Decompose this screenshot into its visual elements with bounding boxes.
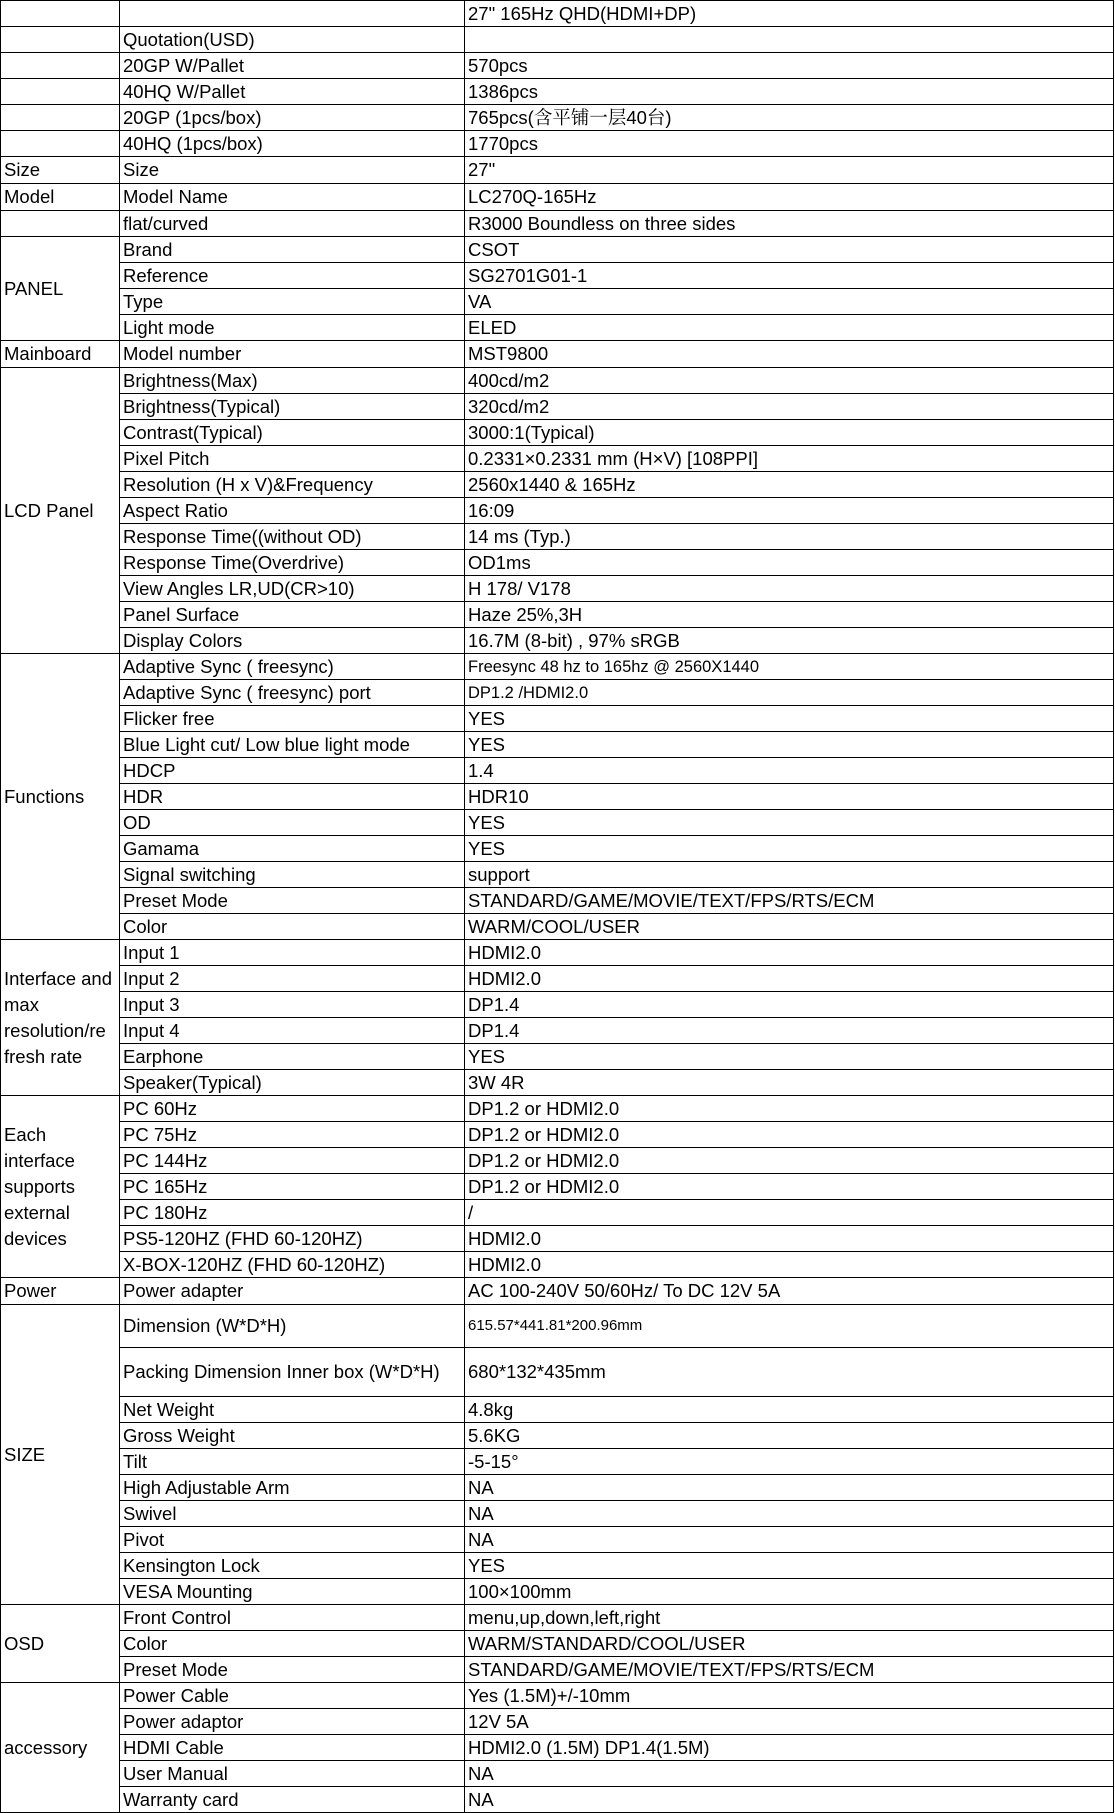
spec-label: Front Control	[120, 1605, 465, 1631]
category-cell	[1, 53, 120, 79]
table-row	[1, 1174, 1114, 1200]
table-row	[1, 1044, 1114, 1070]
spec-label: Dimension (W*D*H)	[120, 1305, 465, 1348]
spec-value: DP1.2 /HDMI2.0	[465, 680, 1114, 706]
table-row	[1, 1423, 1114, 1449]
spec-value: 16:09	[465, 498, 1114, 524]
table-row	[1, 394, 1114, 420]
spec-label	[120, 1, 465, 27]
table-row	[1, 1, 1114, 27]
spec-value: 570pcs	[465, 53, 1114, 79]
table-row	[1, 1761, 1114, 1787]
table-row	[1, 1657, 1114, 1683]
category-cell: PANEL	[1, 237, 120, 341]
spec-label: Input 2	[120, 966, 465, 992]
spec-label: Color	[120, 1631, 465, 1657]
spec-value: NA	[465, 1475, 1114, 1501]
spec-label: Light mode	[120, 315, 465, 341]
table-row	[1, 211, 1114, 237]
category-cell: Functions	[1, 654, 120, 940]
category-cell	[1, 105, 120, 131]
spec-label: Swivel	[120, 1501, 465, 1527]
table-row	[1, 1070, 1114, 1096]
spec-value: 14 ms (Typ.)	[465, 524, 1114, 550]
spec-label: OD	[120, 810, 465, 836]
spec-value: 27" 165Hz QHD(HDMI+DP)	[465, 1, 1114, 27]
spec-label: Adaptive Sync ( freesync)	[120, 654, 465, 680]
table-row	[1, 420, 1114, 446]
spec-label: Response Time((without OD)	[120, 524, 465, 550]
spec-value: DP1.2 or HDMI2.0	[465, 1096, 1114, 1122]
table-row	[1, 498, 1114, 524]
category-cell	[1, 211, 120, 237]
spec-value: HDMI2.0	[465, 1252, 1114, 1278]
table-row	[1, 1226, 1114, 1252]
spec-value: /	[465, 1200, 1114, 1226]
spec-label: flat/curved	[120, 211, 465, 237]
spec-label: Blue Light cut/ Low blue light mode	[120, 732, 465, 758]
spec-value: 16.7M (8-bit) , 97% sRGB	[465, 628, 1114, 654]
category-cell	[1, 131, 120, 157]
spec-value: MST9800	[465, 341, 1114, 368]
spec-label: Signal switching	[120, 862, 465, 888]
spec-label: Color	[120, 914, 465, 940]
spec-label: User Manual	[120, 1761, 465, 1787]
table-row	[1, 1305, 1114, 1348]
spec-label: PS5-120HZ (FHD 60-120HZ)	[120, 1226, 465, 1252]
table-row	[1, 1579, 1114, 1605]
spec-value: menu,up,down,left,right	[465, 1605, 1114, 1631]
category-cell	[1, 79, 120, 105]
spec-value: HDMI2.0	[465, 1226, 1114, 1252]
table-row	[1, 1018, 1114, 1044]
spec-value: DP1.4	[465, 992, 1114, 1018]
table-row	[1, 1348, 1114, 1397]
spec-value: ELED	[465, 315, 1114, 341]
spec-label: Gross Weight	[120, 1423, 465, 1449]
spec-label: HDR	[120, 784, 465, 810]
table-row	[1, 289, 1114, 315]
table-row	[1, 105, 1114, 131]
table-row	[1, 1501, 1114, 1527]
spec-label: Kensington Lock	[120, 1553, 465, 1579]
spec-value: HDMI2.0	[465, 940, 1114, 966]
table-row	[1, 1683, 1114, 1709]
spec-value: 1.4	[465, 758, 1114, 784]
spec-value: 4.8kg	[465, 1397, 1114, 1423]
spec-label: Input 3	[120, 992, 465, 1018]
table-row	[1, 1122, 1114, 1148]
table-row	[1, 1252, 1114, 1278]
spec-value: HDMI2.0 (1.5M) DP1.4(1.5M)	[465, 1735, 1114, 1761]
table-row	[1, 758, 1114, 784]
table-row	[1, 706, 1114, 732]
spec-value: 765pcs(含平铺一层40台)	[465, 105, 1114, 131]
table-row	[1, 1475, 1114, 1501]
spec-value: Yes (1.5M)+/-10mm	[465, 1683, 1114, 1709]
table-row	[1, 524, 1114, 550]
spec-value: 680*132*435mm	[465, 1348, 1114, 1397]
spec-label: X-BOX-120HZ (FHD 60-120HZ)	[120, 1252, 465, 1278]
table-row	[1, 1631, 1114, 1657]
spec-value: 1386pcs	[465, 79, 1114, 105]
table-row	[1, 1527, 1114, 1553]
spec-label: Size	[120, 157, 465, 184]
spec-label: Resolution (H x V)&Frequency	[120, 472, 465, 498]
table-row	[1, 1397, 1114, 1423]
spec-label: Pivot	[120, 1527, 465, 1553]
spec-value: DP1.4	[465, 1018, 1114, 1044]
table-row	[1, 131, 1114, 157]
table-row	[1, 27, 1114, 53]
table-row	[1, 602, 1114, 628]
spec-label: Preset Mode	[120, 1657, 465, 1683]
table-row	[1, 1200, 1114, 1226]
table-row	[1, 914, 1114, 940]
category-cell: SIZE	[1, 1305, 120, 1605]
spec-label: Power adaptor	[120, 1709, 465, 1735]
spec-label: Flicker free	[120, 706, 465, 732]
spec-label: HDMI Cable	[120, 1735, 465, 1761]
spec-value: WARM/STANDARD/COOL/USER	[465, 1631, 1114, 1657]
table-row	[1, 732, 1114, 758]
spec-value: -5-15°	[465, 1449, 1114, 1475]
category-cell: Each interface supports external devices	[1, 1096, 120, 1278]
spec-value: WARM/COOL/USER	[465, 914, 1114, 940]
table-row	[1, 576, 1114, 602]
spec-value: 100×100mm	[465, 1579, 1114, 1605]
spec-label: Reference	[120, 263, 465, 289]
spec-label: View Angles LR,UD(CR>10)	[120, 576, 465, 602]
table-row	[1, 810, 1114, 836]
spec-label: PC 180Hz	[120, 1200, 465, 1226]
spec-label: PC 165Hz	[120, 1174, 465, 1200]
table-row	[1, 992, 1114, 1018]
table-row	[1, 654, 1114, 680]
spec-label: Warranty card	[120, 1787, 465, 1813]
category-cell: Interface and max resolution/re fresh rate	[1, 940, 120, 1096]
spec-value: NA	[465, 1787, 1114, 1813]
spec-value: STANDARD/GAME/MOVIE/TEXT/FPS/RTS/ECM	[465, 888, 1114, 914]
category-cell: Power	[1, 1278, 120, 1305]
spec-label: Type	[120, 289, 465, 315]
spec-label: Speaker(Typical)	[120, 1070, 465, 1096]
category-cell	[1, 27, 120, 53]
spec-label: Display Colors	[120, 628, 465, 654]
category-cell	[1, 1, 120, 27]
table-row	[1, 472, 1114, 498]
table-row	[1, 368, 1114, 394]
table-row	[1, 315, 1114, 341]
spec-label: Adaptive Sync ( freesync) port	[120, 680, 465, 706]
category-cell: LCD Panel	[1, 368, 120, 654]
spec-value: support	[465, 862, 1114, 888]
spec-value: YES	[465, 732, 1114, 758]
table-row	[1, 1449, 1114, 1475]
spec-value: 3W 4R	[465, 1070, 1114, 1096]
table-row	[1, 1787, 1114, 1813]
table-row	[1, 1148, 1114, 1174]
spec-value: Haze 25%,3H	[465, 602, 1114, 628]
spec-value: NA	[465, 1527, 1114, 1553]
spec-label: Pixel Pitch	[120, 446, 465, 472]
table-row	[1, 940, 1114, 966]
spec-value	[465, 27, 1114, 53]
spec-value: H 178/ V178	[465, 576, 1114, 602]
spec-value: 2560x1440 & 165Hz	[465, 472, 1114, 498]
table-row	[1, 888, 1114, 914]
table-row	[1, 1605, 1114, 1631]
table-row	[1, 157, 1114, 184]
spec-value: CSOT	[465, 237, 1114, 263]
spec-label: Input 4	[120, 1018, 465, 1044]
spec-value: 12V 5A	[465, 1709, 1114, 1735]
table-row	[1, 836, 1114, 862]
spec-label: PC 75Hz	[120, 1122, 465, 1148]
spec-label: High Adjustable Arm	[120, 1475, 465, 1501]
spec-value: 3000:1(Typical)	[465, 420, 1114, 446]
spec-label: Earphone	[120, 1044, 465, 1070]
spec-value: NA	[465, 1501, 1114, 1527]
spec-value: YES	[465, 706, 1114, 732]
table-row	[1, 680, 1114, 706]
table-row	[1, 1735, 1114, 1761]
spec-label: Panel Surface	[120, 602, 465, 628]
spec-label: Power adapter	[120, 1278, 465, 1305]
spec-label: PC 60Hz	[120, 1096, 465, 1122]
table-row	[1, 1278, 1114, 1305]
spec-label: Quotation(USD)	[120, 27, 465, 53]
spec-value: 27"	[465, 157, 1114, 184]
spec-label: PC 144Hz	[120, 1148, 465, 1174]
spec-label: Power Cable	[120, 1683, 465, 1709]
spec-value: 0.2331×0.2331 mm (H×V) [108PPI]	[465, 446, 1114, 472]
spec-value: DP1.2 or HDMI2.0	[465, 1148, 1114, 1174]
table-row	[1, 1096, 1114, 1122]
spec-label: Brand	[120, 237, 465, 263]
table-row	[1, 784, 1114, 810]
spec-label: Net Weight	[120, 1397, 465, 1423]
spec-value: DP1.2 or HDMI2.0	[465, 1122, 1114, 1148]
spec-label: 40HQ W/Pallet	[120, 79, 465, 105]
spec-label: Brightness(Max)	[120, 368, 465, 394]
spec-value: OD1ms	[465, 550, 1114, 576]
spec-label: Gamama	[120, 836, 465, 862]
spec-value: LC270Q-165Hz	[465, 184, 1114, 211]
spec-value: SG2701G01-1	[465, 263, 1114, 289]
spec-value: AC 100-240V 50/60Hz/ To DC 12V 5A	[465, 1278, 1114, 1305]
spec-label: Response Time(Overdrive)	[120, 550, 465, 576]
table-row	[1, 341, 1114, 368]
category-cell: Model	[1, 184, 120, 211]
table-row	[1, 966, 1114, 992]
table-row	[1, 550, 1114, 576]
spec-value: 5.6KG	[465, 1423, 1114, 1449]
category-cell: Size	[1, 157, 120, 184]
table-row	[1, 237, 1114, 263]
spec-value: HDR10	[465, 784, 1114, 810]
table-row	[1, 53, 1114, 79]
category-cell: Mainboard	[1, 341, 120, 368]
table-row	[1, 862, 1114, 888]
spec-value: YES	[465, 836, 1114, 862]
spec-value: HDMI2.0	[465, 966, 1114, 992]
spec-value: DP1.2 or HDMI2.0	[465, 1174, 1114, 1200]
spec-label: Aspect Ratio	[120, 498, 465, 524]
spec-label: Tilt	[120, 1449, 465, 1475]
table-row	[1, 263, 1114, 289]
table-row	[1, 184, 1114, 211]
category-cell: accessory	[1, 1683, 120, 1813]
table-row	[1, 1709, 1114, 1735]
spec-value: 615.57*441.81*200.96mm	[465, 1305, 1114, 1348]
spec-value: YES	[465, 1553, 1114, 1579]
spec-value: 400cd/m2	[465, 368, 1114, 394]
spec-value: R3000 Boundless on three sides	[465, 211, 1114, 237]
spec-label: Preset Mode	[120, 888, 465, 914]
spec-label: Brightness(Typical)	[120, 394, 465, 420]
table-row	[1, 628, 1114, 654]
spec-value: YES	[465, 1044, 1114, 1070]
table-row	[1, 1553, 1114, 1579]
spec-value: 320cd/m2	[465, 394, 1114, 420]
spec-label: HDCP	[120, 758, 465, 784]
spec-label: Model number	[120, 341, 465, 368]
spec-value: VA	[465, 289, 1114, 315]
spec-label: 20GP W/Pallet	[120, 53, 465, 79]
spec-label: Packing Dimension Inner box (W*D*H)	[120, 1348, 465, 1397]
spec-label: 40HQ (1pcs/box)	[120, 131, 465, 157]
table-row	[1, 446, 1114, 472]
spec-label: VESA Mounting	[120, 1579, 465, 1605]
spec-label: Model Name	[120, 184, 465, 211]
spec-label: Input 1	[120, 940, 465, 966]
spec-value: YES	[465, 810, 1114, 836]
spec-label: Contrast(Typical)	[120, 420, 465, 446]
spec-value: STANDARD/GAME/MOVIE/TEXT/FPS/RTS/ECM	[465, 1657, 1114, 1683]
spec-value: NA	[465, 1761, 1114, 1787]
spec-value: 1770pcs	[465, 131, 1114, 157]
spec-label: 20GP (1pcs/box)	[120, 105, 465, 131]
spec-value: Freesync 48 hz to 165hz @ 2560X1440	[465, 654, 1114, 680]
category-cell: OSD	[1, 1605, 120, 1683]
table-row	[1, 79, 1114, 105]
